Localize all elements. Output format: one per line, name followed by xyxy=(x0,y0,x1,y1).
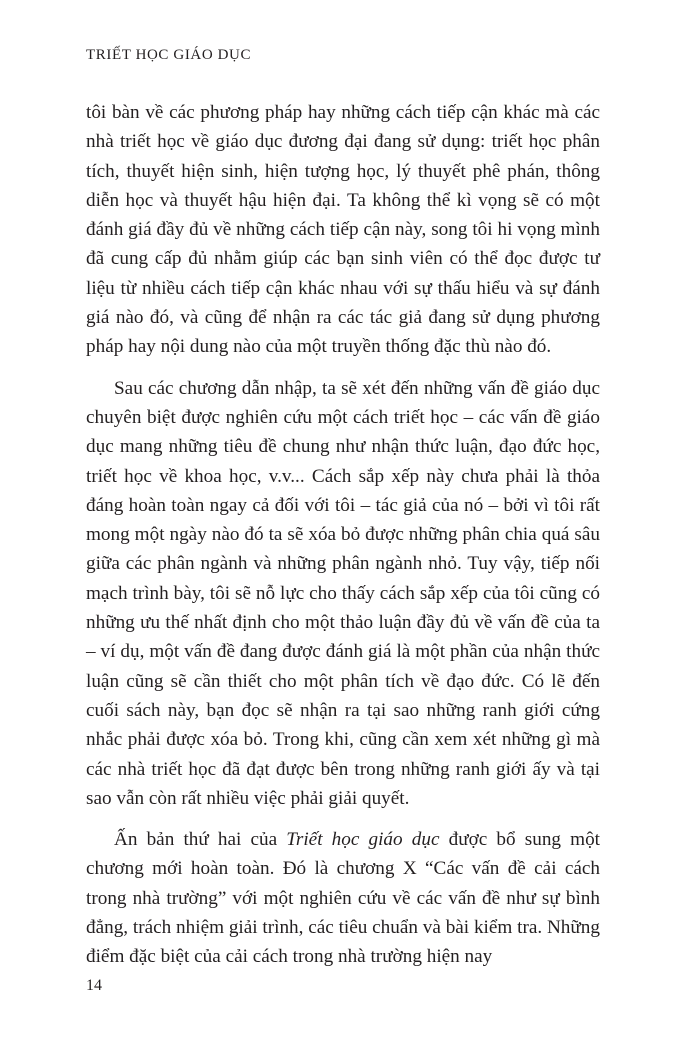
paragraph-text-after: được bổ sung một chương mới hoàn toàn. Đó là chương X “Các vấn đề cải cách trong nhà trường” với một nghiên cứu về các vấn đề như sự bình đẳng, trách nhiệm giải trình, các tiêu chuẩn và bài kiểm tra. Những điểm đặc biệt của cải cách trong nhà trường hiện nay xyxy=(86,829,600,968)
page-number: 14 xyxy=(86,977,102,994)
book-title-italic: Triết học giáo dục xyxy=(286,829,440,851)
paragraph-chapter-arrangement: Sau các chương dẫn nhập, ta sẽ xét đến những vấn đề giáo dục chuyên biệt được nghiên cứu một cách triết học – các vấn đề giáo dục mang những tiêu đề chung như nhận thức luận, đạo đức học, triết học về khoa học, v.v... Cách sắp xếp này chưa phải là thỏa đáng hoàn toàn ngay cả đối với tôi – tác giả của nó – bởi vì tôi rất mong một ngày nào đó ta sẽ xóa bỏ được những phân chia quá sâu giữa các phân ngành và những phân ngành nhỏ. Tuy vậy, tiếp nối mạch trình bày, tôi sẽ nỗ lực cho thấy cách sắp xếp của tôi cũng có những ưu thế nhất định cho một thảo luận đầy đủ về vấn đề của ta – ví dụ, một vấn đề đang được đánh giá là một phần của nhận thức luận cũng sẽ cần thiết cho một phân tích về đạo đức. Có lẽ đến cuối sách này, bạn đọc sẽ nhận ra tại sao những ranh giới cứng nhắc phải được xóa bỏ. Trong khi, cũng cần xem xét những gì mà các nhà triết học đã đạt được bên trong những ranh giới ấy và tại sao vẫn còn rất nhiều việc phải giải quyết. xyxy=(86,377,600,809)
running-header: TRIẾT HỌC GIÁO DỤC xyxy=(86,47,252,63)
paragraph-text-before: Ấn bản thứ hai của xyxy=(114,829,287,851)
paragraph-second-edition xyxy=(86,825,600,971)
body-text xyxy=(86,98,600,984)
paragraph-continued: tôi bàn về các phương pháp hay những cách tiếp cận khác mà các nhà triết học về giáo dục đương đại đang sử dụng: triết học phân tích, thuyết hiện sinh, hiện tượng học, lý thuyết phê phán, thông diễn học và thuyết hậu hiện đại. Ta không thể kì vọng sẽ có một đánh giá đầy đủ về những cách tiếp cận này, song tôi hi vọng mình đã cung cấp đủ nhằm giúp các bạn sinh viên có thể đọc được tư liệu từ nhiều cách tiếp cận khác nhau với sự thấu hiểu và sự đánh giá nào đó, và cũng để nhận ra các tác giả đang sử dụng phương pháp hay nội dung nào của một truyền thống đặc thù nào đó. xyxy=(86,102,600,358)
